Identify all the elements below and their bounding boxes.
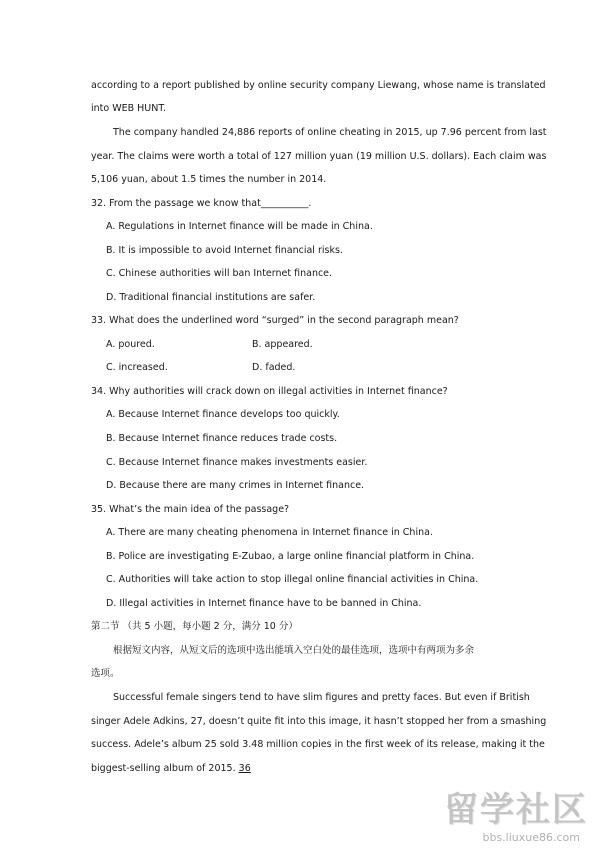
question-35-stem: 35. What’s the main idea of the passage?	[91, 504, 290, 515]
question-34-stem: 34. Why authorities will crack down on illegal activities in Internet finance?	[91, 386, 448, 397]
question-32-stem: 32. From the passage we know that__________.	[91, 198, 312, 209]
passage-text-line: according to a report published by online security company Liewang, whose name is translated	[91, 80, 546, 91]
question-32-option-c: C. Chinese authorities will ban Internet finance.	[106, 268, 333, 279]
question-34-option-a: A. Because Internet finance develops too quickly.	[106, 409, 340, 420]
passage-text-line: year. The claims were worth a total of 127 million yuan (19 million U.S. dollars). Each claim was	[91, 151, 547, 162]
question-33-option-d: D. faded.	[252, 362, 296, 373]
passage-text-line: into WEB HUNT.	[91, 103, 167, 114]
question-34-option-c: C. Because Internet finance makes investments easier.	[106, 457, 368, 468]
section-instruction: 选项。	[91, 668, 120, 679]
question-32-option-b: B. It is impossible to avoid Internet financial risks.	[106, 245, 343, 256]
passage-text-line: The company handled 24,886 reports of online cheating in 2015, up 7.96 percent from last	[113, 127, 547, 138]
passage-text-line: success. Adele’s album 25 sold 3.48 million copies in the first week of its release, making it the	[91, 739, 545, 750]
question-35-option-b: B. Police are investigating E-Zubao, a large online financial platform in China.	[106, 551, 475, 562]
question-35-option-d: D. Illegal activities in Internet finance have to be banned in China.	[106, 598, 422, 609]
section-heading: 第二节 （共 5 小题，每小题 2 分，满分 10 分）	[91, 621, 298, 632]
passage-text-line: singer Adele Adkins, 27, doesn’t quite fit into this image, it hasn’t stopped her from a smashing	[91, 716, 547, 727]
question-32-option-a: A. Regulations in Internet finance will be made in China.	[106, 221, 373, 232]
blank-36: 36	[238, 763, 251, 774]
section-instruction: 根据短文内容，从短文后的选项中选出能填入空白处的最佳选项，选项中有两项为多余	[113, 645, 475, 656]
question-33-stem: 33. What does the underlined word “surged” in the second paragraph mean?	[91, 315, 459, 326]
question-35-option-c: C. Authorities will take action to stop illegal online financial activities in China.	[106, 574, 479, 585]
question-33-option-b: B. appeared.	[252, 339, 313, 350]
passage-text-line: biggest-selling album of 2015. 36	[91, 763, 251, 774]
watermark-url: bbs.liuxue86.com	[482, 831, 580, 844]
answer-blank: __________.	[260, 198, 312, 209]
question-33-option-c: C. increased.	[106, 362, 168, 373]
passage-text-line: Successful female singers tend to have slim figures and pretty faces. But even if British	[113, 692, 530, 703]
question-35-option-a: A. There are many cheating phenomena in Internet finance in China.	[106, 527, 433, 538]
passage-text-line: 5,106 yuan, about 1.5 times the number in 2014.	[91, 174, 327, 185]
question-33-option-a: A. poured.	[106, 339, 155, 350]
question-34-option-d: D. Because there are many crimes in Internet finance.	[106, 480, 365, 491]
question-32-option-d: D. Traditional financial institutions are safer.	[106, 292, 316, 303]
watermark-logo: 留学社区	[444, 790, 588, 830]
watermark	[424, 782, 594, 846]
question-34-option-b: B. Because Internet finance reduces trade costs.	[106, 433, 338, 444]
